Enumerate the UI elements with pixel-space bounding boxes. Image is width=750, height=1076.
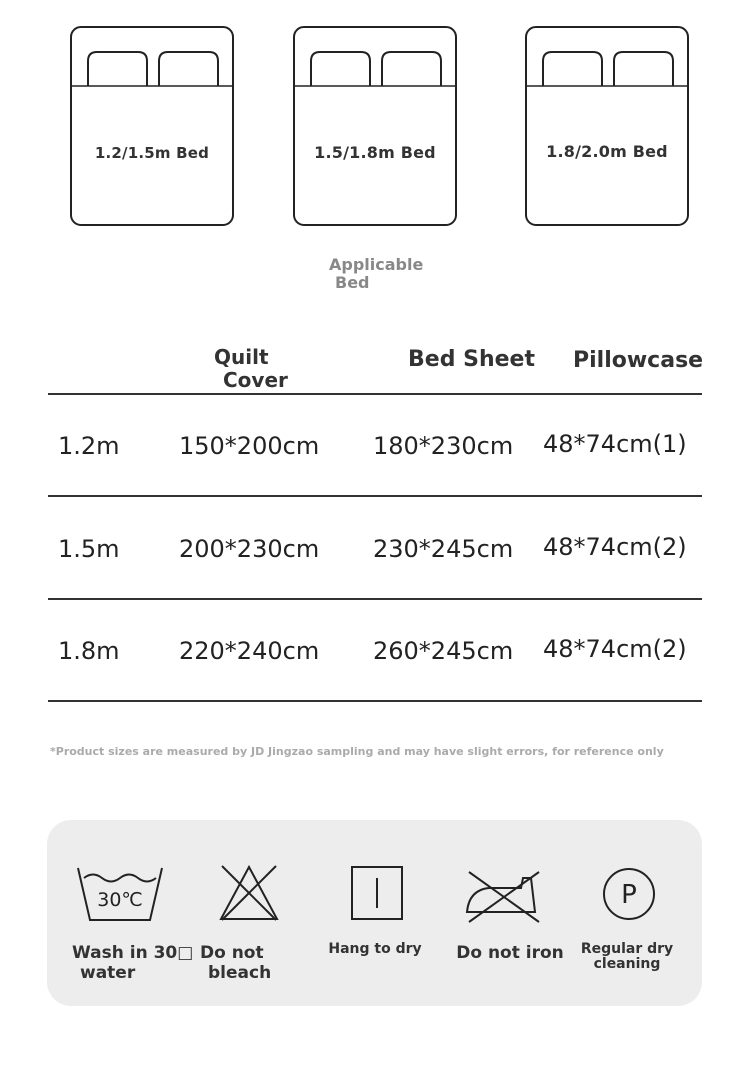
dry-clean-line1: Regular dry (580, 941, 674, 957)
table-rule (48, 700, 702, 702)
bed-size-label: 1.2/1.5m Bed (94, 144, 210, 162)
size-disclaimer-note: *Product sizes are measured by JD Jingzao sampling and may have slight errors, for reference only (50, 745, 664, 758)
no-bleach-icon (218, 864, 280, 922)
cell-size: 1.2m (58, 432, 120, 460)
cell-pillow: 48*74cm(1) (543, 430, 687, 458)
header-quilt-line2: Cover (223, 368, 288, 392)
applicable-bed-caption (329, 256, 449, 292)
wash-label (72, 943, 202, 983)
applicable-line2: Bed (335, 273, 370, 292)
dry-clean-symbol: P (621, 880, 637, 910)
iron-label: Do not iron (456, 943, 564, 963)
dry-clean-line2: cleaning (593, 956, 661, 972)
bed-outline-icon (525, 26, 689, 226)
cell-size: 1.8m (58, 637, 120, 665)
dry-clean-label (576, 942, 678, 972)
table-rule (48, 598, 702, 600)
wash-label-line1: Wash in 30□ (72, 943, 194, 963)
bleach-label (200, 943, 280, 983)
bed-diagram-small (70, 26, 234, 226)
bed-diagram-medium (293, 26, 457, 226)
cell-pillow: 48*74cm(2) (543, 635, 687, 663)
wash-30-icon (76, 866, 164, 922)
cell-quilt: 200*230cm (179, 535, 320, 563)
header-pillowcase: Pillowcase (573, 348, 704, 373)
hang-dry-icon (351, 866, 403, 920)
cell-sheet: 230*245cm (373, 535, 514, 563)
wash-label-line2: water (80, 963, 136, 983)
applicable-line1: Applicable (329, 255, 424, 274)
bleach-label-line1: Do not (200, 943, 264, 963)
cell-pillow: 48*74cm(2) (543, 533, 687, 561)
bleach-label-line2: bleach (208, 963, 272, 983)
bed-size-label: 1.8/2.0m Bed (546, 142, 668, 161)
dry-clean-p-icon (602, 867, 656, 921)
bed-outline-icon (70, 26, 234, 226)
no-iron-icon (463, 868, 543, 924)
cell-sheet: 180*230cm (373, 432, 514, 460)
cell-size: 1.5m (58, 535, 120, 563)
header-bed-sheet: Bed Sheet (408, 347, 535, 372)
bed-outline-icon (293, 26, 457, 226)
wash-temp-text: 30℃ (97, 889, 143, 911)
cell-quilt: 150*200cm (179, 432, 320, 460)
bed-diagram-large (525, 26, 689, 226)
table-rule (48, 495, 702, 497)
cell-quilt: 220*240cm (179, 637, 320, 665)
header-quilt-line1: Quilt (214, 345, 269, 369)
table-rule (48, 393, 702, 395)
hang-label: Hang to dry (328, 941, 422, 957)
cell-sheet: 260*245cm (373, 637, 514, 665)
header-quilt-cover (214, 346, 288, 392)
bed-size-label: 1.5/1.8m Bed (314, 143, 436, 162)
